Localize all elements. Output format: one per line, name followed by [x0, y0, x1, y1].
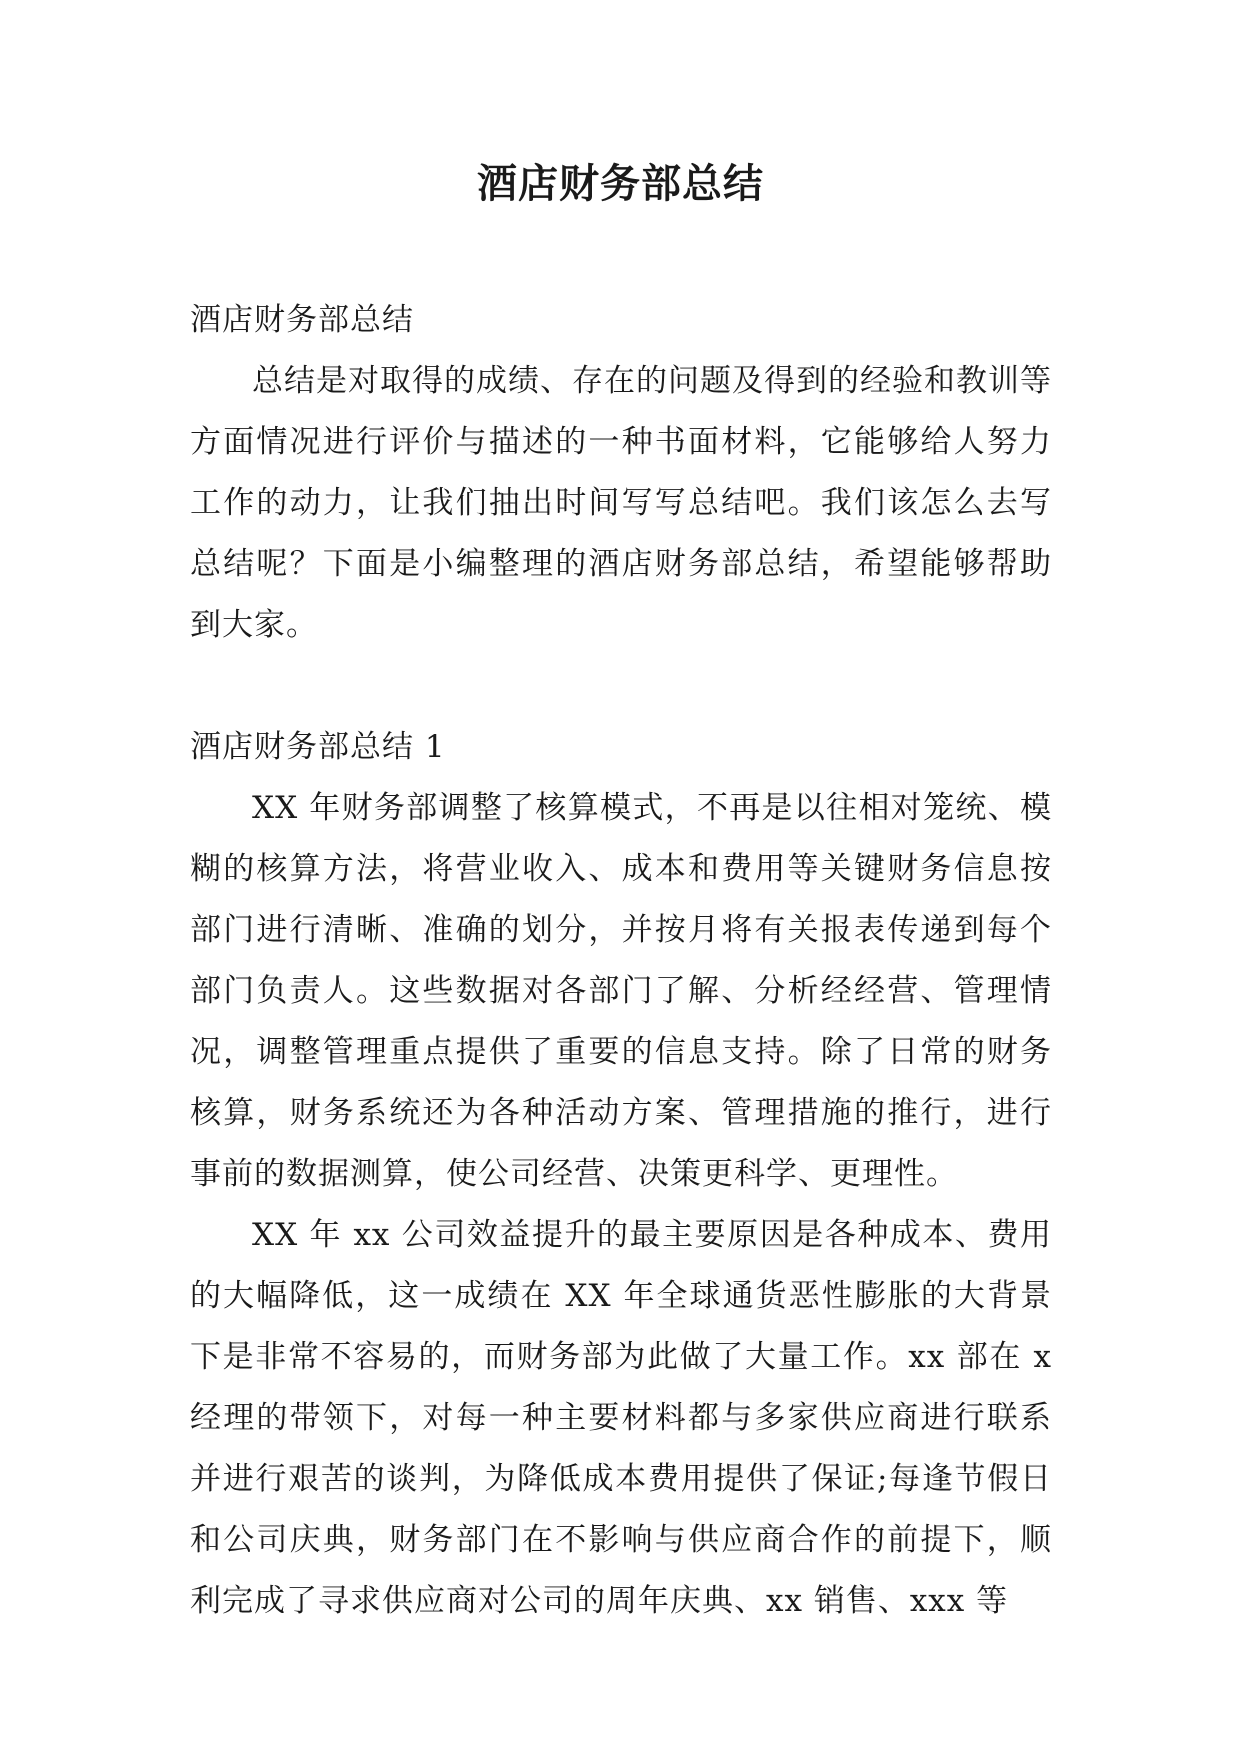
document-title: 酒店财务部总结: [477, 160, 764, 207]
section-1-paragraph-1: XX 年财务部调整了核算模式，不再是以往相对笼统、模糊的核算方法，将营业收入、成本和费用等关键财务信息按部门进行清晰、准确的划分，并按月将有关报表传递到每个部门负责人。这些数据对各部门了解、分析经经营、管理情况，调整管理重点提供了重要的信息支持。除了日常的财务核算，财务系统还为各种活动方案、管理措施的推行，进行事前的数据测算，使公司经营、决策更科学、更理性。: [190, 790, 1052, 1192]
section-1-heading: 酒店财务部总结 1: [190, 729, 446, 765]
intro-paragraph: 总结是对取得的成绩、存在的问题及得到的经验和教训等方面情况进行评价与描述的一种书面材料，它能够给人努力工作的动力，让我们抽出时间写写总结吧。我们该怎么去写总结呢？下面是小编整理的酒店财务部总结，希望能够帮助到大家。: [190, 363, 1052, 643]
document-subtitle: 酒店财务部总结: [190, 302, 414, 338]
document-body: [190, 290, 1052, 1632]
section-spacer: [190, 656, 1052, 717]
section-1-paragraph-2: XX 年 xx 公司效益提升的最主要原因是各种成本、费用的大幅降低，这一成绩在 XX 年全球通货恶性膨胀的大背景下是非常不容易的，而财务部为此做了大量工作。xx 部在 x 经理的带领下，对每一种主要材料都与多家供应商进行联系并进行艰苦的谈判，为降低成本费用提供了保证;每逢节假日和公司庆典，财务部门在不影响与供应商合作的前提下，顺利完成了寻求供应商对公司的周年庆典、xx 销售、xxx 等: [190, 1217, 1052, 1619]
